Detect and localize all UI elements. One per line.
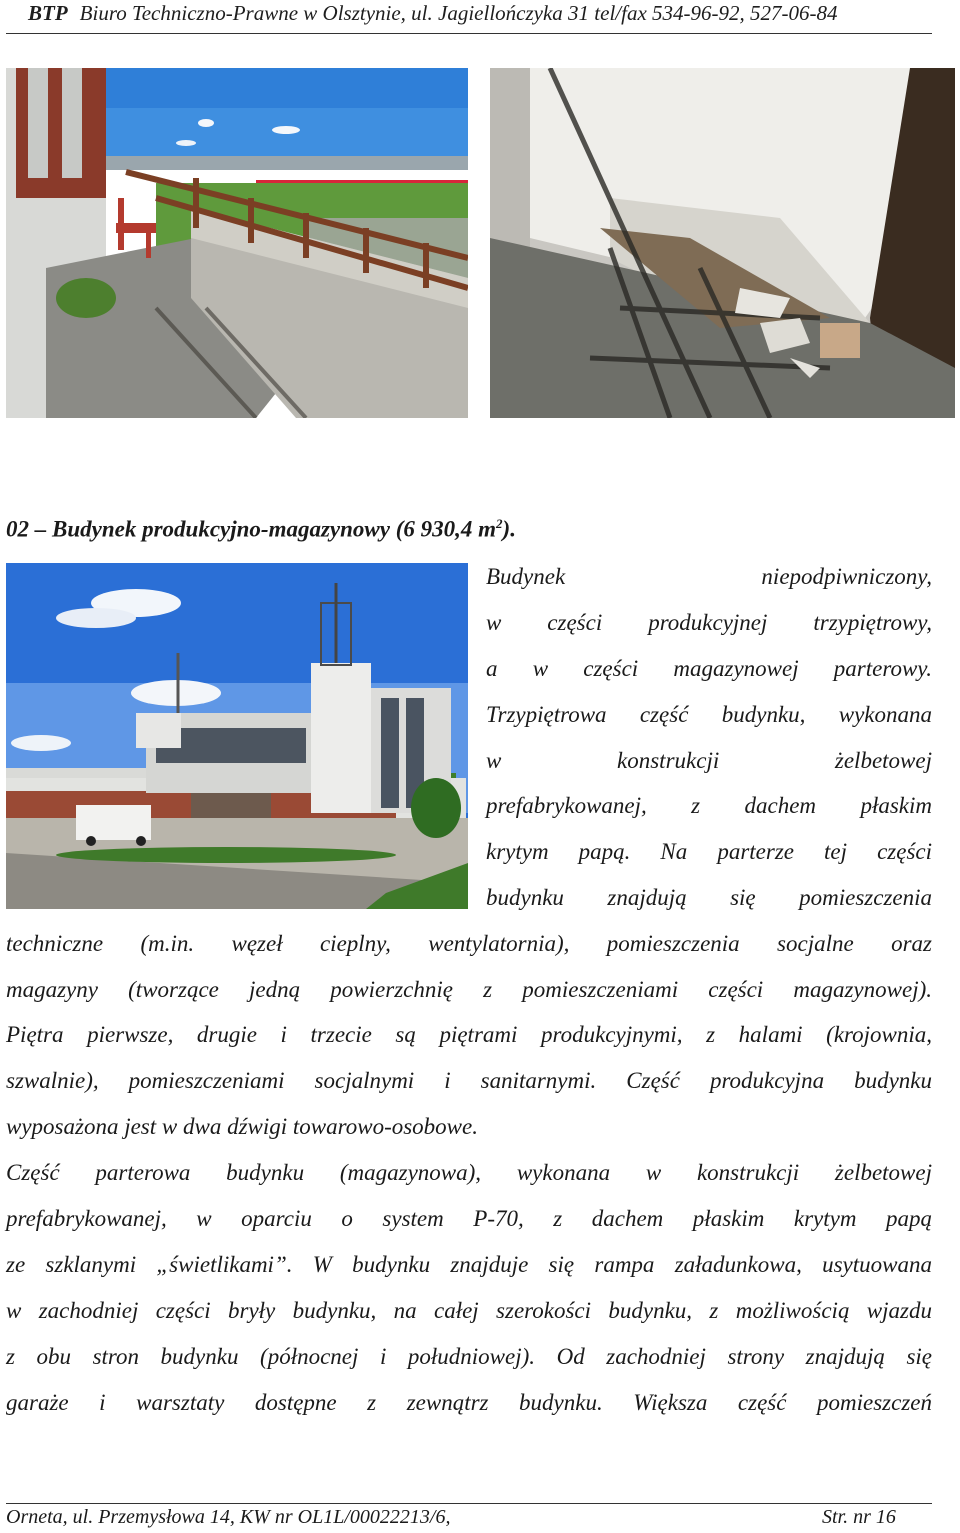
header-brand: BTP xyxy=(28,1,68,25)
photo-damaged-wall-corner xyxy=(490,68,955,418)
photo-production-warehouse-building xyxy=(6,563,468,909)
body-line: wyposażona jest w dwa dźwigi towarowo-osobowe. xyxy=(6,1114,478,1139)
body-line: prefabrykowanej, z dachem płaskim xyxy=(486,793,932,818)
body-line: a w części magazynowej parterowy. xyxy=(486,656,932,681)
header-rule xyxy=(6,33,932,34)
body-line: Piętra pierwsze, drugie i trzecie są piętrami produkcyjnymi, z halami (krojownia, xyxy=(6,1022,932,1047)
page-header xyxy=(0,0,960,36)
body-line: w konstrukcji żelbetowej xyxy=(486,748,932,773)
body-line: Trzypiętrowa część budynku, wykonana xyxy=(486,702,932,727)
heading-tail: ). xyxy=(502,516,516,542)
body-line: z obu stron budynku (północnej i południowej). Od zachodniej strony znajdują się xyxy=(6,1344,932,1369)
body-line: Część parterowa budynku (magazynowa), wykonana w konstrukcji żelbetowej xyxy=(6,1160,932,1185)
body-line: garaże i warsztaty dostępne z zewnątrz budynku. Większa część pomieszczeń xyxy=(6,1390,932,1415)
body-line: magazyny (tworzące jedną powierzchnię z pomieszczeniami części magazynowej). xyxy=(6,977,932,1002)
footer-rule xyxy=(6,1503,932,1504)
body-line: w części produkcyjnej trzypiętrowy, xyxy=(486,610,932,635)
header-text xyxy=(28,1,838,26)
section-heading xyxy=(6,516,516,543)
body-line: prefabrykowanej, w oparciu o system P-70, z dachem płaskim krytym papą xyxy=(6,1206,932,1231)
body-line: krytym papą. Na parterze tej części xyxy=(486,839,932,864)
body-line: ze szklanymi „świetlikami”. W budynku znajduje się rampa załadunkowa, usytuowana xyxy=(6,1252,932,1277)
footer-address: Orneta, ul. Przemysłowa 14, KW nr OL1L/00022213/6, xyxy=(6,1506,451,1528)
body-line: techniczne (m.in. węzeł cieplny, wentylatornia), pomieszczenia socjalne oraz xyxy=(6,931,932,956)
body-line: budynku znajdują się pomieszczenia xyxy=(486,885,932,910)
heading-text: 02 – Budynek produkcyjno-magazynowy (6 930,4 m xyxy=(6,516,497,542)
body-line: w zachodniej części bryły budynku, na całej szerokości budynku, z możliwością wjazdu xyxy=(6,1298,932,1323)
body-line: szwalnie), pomieszczeniami socjalnymi i sanitarnymi. Część produkcyjna budynku xyxy=(6,1068,932,1093)
body-line: Budynek niepodpiwniczony, xyxy=(486,564,932,589)
header-office: Biuro Techniczno-Prawne w Olsztynie, ul. Jagiellończyka 31 tel/fax 534-96-92, 527-06-84 xyxy=(79,1,838,25)
photo-balcony-terrace xyxy=(6,68,468,418)
page-number: Str. nr 16 xyxy=(822,1506,896,1528)
heading-superscript: 2 xyxy=(496,516,503,531)
